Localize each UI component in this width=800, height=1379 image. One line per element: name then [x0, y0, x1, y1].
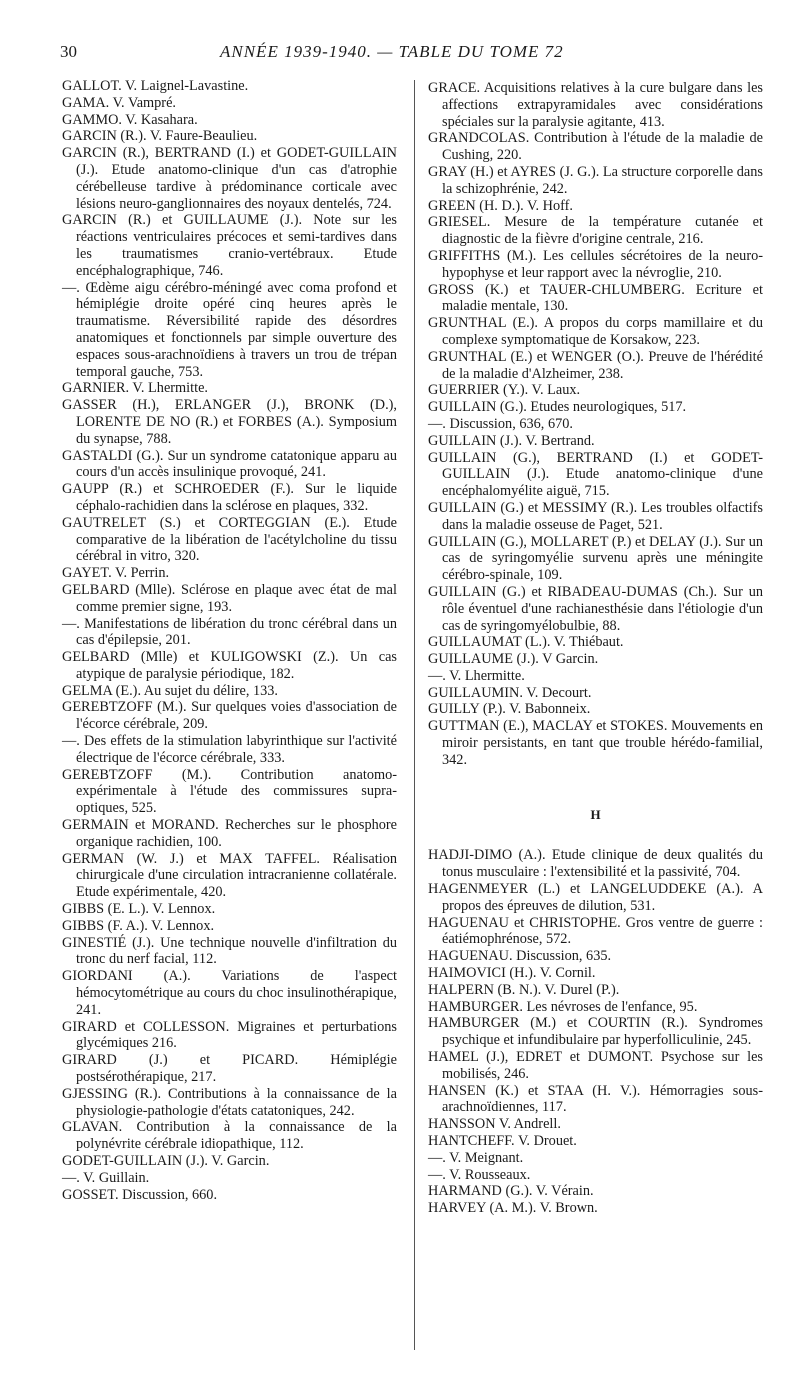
index-entry: GJESSING (R.). Contributions à la connaissance de la physiologie-pathologie d'états catatoniques, 242.: [62, 1085, 397, 1119]
index-entry: GROSS (K.) et TAUER-CHLUMBERG. Ecriture et maladie mentale, 130.: [428, 281, 763, 315]
index-entry: HAMBURGER (M.) et COURTIN (R.). Syndromes psychique et infundibulaire par hyperfolliculinie, 245.: [428, 1015, 763, 1049]
index-entry: GREEN (H. D.). V. Hoff.: [428, 197, 573, 214]
index-entry: HARVEY (A. M.). V. Brown.: [428, 1200, 598, 1217]
index-entry: GARNIER. V. Lhermitte.: [62, 380, 209, 397]
index-entry: GARCIN (R.). V. Faure-Beaulieu.: [62, 128, 258, 145]
index-entry: HADJI-DIMO (A.). Etude clinique de deux qualités du tonus musculaire : l'extensibilité et la passivité, 704.: [428, 847, 763, 881]
index-entry: —. Manifestations de libération du tronc cérébral dans un cas d'épilepsie, 201.: [62, 615, 397, 649]
index-entry: —. Œdème aigu cérébro-méningé avec coma profond et hémiplégie droite opéré cinq heures après le traumatisme. Réversibilité rapide des désordres anatomiques et fonctionnels par simple ouverture des espaces sous-arachnoïdiens à travers un trou de trépan temporal gauche, 753.: [62, 279, 397, 380]
index-entry: GUILLAIN (G.) et MESSIMY (R.). Les troubles olfactifs dans la maladie osseuse de Paget, 521.: [428, 499, 763, 533]
index-entry: GINESTIÉ (J.). Une technique nouvelle d'infiltration du tronc du nerf facial, 112.: [62, 934, 397, 968]
index-entry: GLAVAN. Contribution à la connaissance de la polynévrite cérébrale idiopathique, 112.: [62, 1119, 397, 1153]
index-entry: —. V. Guillain.: [62, 1169, 150, 1186]
index-entry: GELBARD (Mlle) et KULIGOWSKI (Z.). Un cas atypique de paralysie périodique, 182.: [62, 649, 397, 682]
running-title: ANNÉE 1939-1940. — TABLE DU TOME 72: [220, 42, 564, 61]
index-entry: GUILLAIN (G.), BERTRAND (I.) et GODET-GUILLAIN (J.). Etude anatomo-clinique d'une encéphalomyélite aiguë, 715.: [428, 449, 763, 500]
index-entry: GARCIN (R.), BERTRAND (I.) et GODET-GUILLAIN (J.). Etude anatomo-clinique d'un cas d'atrophie cérébelleuse tardive à prédominance corticale avec lésions neuro-ganglionnaires des noyaux dentelés, 724.: [62, 145, 397, 212]
index-entry: GUILLAIN (G.), MOLLARET (P.) et DELAY (J.). Sur un cas de syringomyélie survenu après une méningite cérébro-spinale, 109.: [428, 533, 763, 584]
index-entry: GUERRIER (Y.). V. Laux.: [428, 382, 581, 399]
index-entry: —. Des effets de la stimulation labyrinthique sur l'activité électrique de l'écorce cérébrale, 333.: [62, 733, 397, 766]
page-number: 30: [60, 42, 77, 61]
index-entry: GALLOT. V. Laignel-Lavastine.: [62, 78, 249, 94]
index-entry: GASTALDI (G.). Sur un syndrome catatonique apparu au cours d'un accès insulinique provoqué, 241.: [62, 447, 397, 481]
index-entry: GUILLAIN (G.) et RIBADEAU-DUMAS (Ch.). Sur un rôle éventuel d'une rachianesthésie dans l'étiologie d'un cas de syringomyélobulbie, 88.: [428, 583, 763, 634]
index-entry: HAGUENAU. Discussion, 635.: [428, 948, 612, 965]
index-entry: GRAY (H.) et AYRES (J. G.). La structure corporelle dans la schizophrénie, 242.: [428, 163, 763, 197]
index-entry: —. V. Meignant.: [428, 1149, 524, 1166]
index-entry: GERMAIN et MORAND. Recherches sur le phosphore organique rachidien, 100.: [62, 817, 397, 850]
index-entry: GASSER (H.), ERLANGER (J.), BRONK (D.), LORENTE DE NO (R.) et FORBES (A.). Symposium du synapse, 788.: [62, 397, 397, 447]
index-entry: GRANDCOLAS. Contribution à l'étude de la maladie de Cushing, 220.: [428, 130, 763, 164]
right-column: [428, 80, 763, 1217]
index-entry: GIBBS (F. A.). V. Lennox.: [62, 917, 215, 934]
index-entry: GAYET. V. Perrin.: [62, 565, 170, 582]
index-entry: GEREBTZOFF (M.). Contribution anatomo-expérimentale à l'étude des commissures supra-optiques, 525.: [62, 766, 397, 817]
index-entry: HANTCHEFF. V. Drouet.: [428, 1133, 577, 1150]
index-entry: GRACE. Acquisitions relatives à la cure bulgare dans les affections extrapyramidales avec considérations spéciales sur la paralysie agitante, 413.: [428, 80, 763, 130]
index-entry: GAMMO. V. Kasahara.: [62, 111, 198, 128]
index-entry: GUILLAUMIN. V. Decourt.: [428, 684, 592, 701]
index-entry: GUILLY (P.). V. Babonneix.: [428, 701, 591, 718]
index-entry: GRUNTHAL (E.) et WENGER (O.). Preuve de l'hérédité de la maladie d'Alzheimer, 238.: [428, 348, 763, 382]
index-entry: GARCIN (R.) et GUILLAUME (J.). Note sur les réactions ventriculaires précoces et semi-tardives dans les traumatismes cranio-vertébraux. Etude encéphalographique, 746.: [62, 212, 397, 279]
index-entry: HALPERN (B. N.). V. Durel (P.).: [428, 981, 620, 998]
index-entry: GELBARD (Mlle). Sclérose en plaque avec état de mal comme premier signe, 193.: [62, 581, 397, 615]
page-header: [60, 40, 750, 68]
index-entry: HAGENMEYER (L.) et LANGELUDDEKE (A.). A propos des épreuves de dilution, 531.: [428, 881, 763, 914]
left-column: [62, 78, 397, 1203]
index-entry: —. Discussion, 636, 670.: [428, 415, 573, 432]
index-entry: GUILLAIN (G.). Etudes neurologiques, 517.: [428, 399, 687, 416]
index-entry: HARMAND (G.). V. Vérain.: [428, 1183, 594, 1200]
index-entry: GEREBTZOFF (M.). Sur quelques voies d'association de l'écorce cérébrale, 209.: [62, 699, 397, 733]
right-entries-g: [428, 80, 763, 769]
index-entry: GAUTRELET (S.) et CORTEGGIAN (E.). Etude comparative de la libération de l'acétylcholine du tissu cérébral in vitro, 320.: [62, 514, 397, 565]
index-entry: GERMAN (W. J.) et MAX TAFFEL. Réalisation chirurgicale d'une circulation intracranienne collatérale. Etude expérimentale, 420.: [62, 850, 397, 901]
index-entry: GUILLAUME (J.). V Garcin.: [428, 651, 599, 668]
index-entry: GELMA (E.). Au sujet du délire, 133.: [62, 682, 279, 699]
column-divider: [414, 80, 415, 1350]
index-entry: GAMA. V. Vampré.: [62, 94, 176, 111]
index-entry: GOSSET. Discussion, 660.: [62, 1186, 218, 1203]
index-entry: GIORDANI (A.). Variations de l'aspect hémocytométrique au cours du choc insulinothérapique, 241.: [62, 968, 397, 1018]
index-entry: GRIFFITHS (M.). Les cellules sécrétoires de la neuro-hypophyse et leur rapport avec la névroglie, 210.: [428, 247, 763, 281]
index-entry: HANSEN (K.) et STAA (H. V.). Hémorragies sous-arachnoïdiennes, 117.: [428, 1082, 763, 1116]
index-entry: GRUNTHAL (E.). A propos du corps mamillaire et du complexe symptomatique de Korsakow, 223.: [428, 315, 763, 348]
section-heading: H: [590, 806, 601, 822]
right-entries-h: [428, 847, 763, 1217]
index-entry: GAUPP (R.) et SCHROEDER (F.). Sur le liquide céphalo-rachidien dans la sclérose en plaques, 332.: [62, 481, 397, 514]
index-entry: GRIESEL. Mesure de la température cutanée et diagnostic de la fièvre d'origine centrale, 216.: [428, 214, 763, 248]
index-entry: GIBBS (E. L.). V. Lennox.: [62, 901, 216, 918]
index-entry: —. V. Rousseaux.: [428, 1166, 531, 1183]
index-entry: HANSSON V. Andrell.: [428, 1116, 561, 1133]
index-entry: GODET-GUILLAIN (J.). V. Garcin.: [62, 1153, 270, 1169]
index-entry: GUILLAUMAT (L.). V. Thiébaut.: [428, 634, 624, 651]
index-entry: HAMBURGER. Les névroses de l'enfance, 95.: [428, 998, 698, 1015]
index-entry: HAGUENAU et CHRISTOPHE. Gros ventre de guerre : éatiémophrénose, 572.: [428, 914, 763, 948]
index-entry: GUTTMAN (E.), MACLAY et STOKES. Mouvements en miroir persistants, en tant que trouble hérédo-familial, 342.: [428, 718, 763, 768]
index-entry: GIRARD et COLLESSON. Migraines et perturbations glycémiques 216.: [62, 1018, 397, 1052]
index-entry: HAMEL (J.), EDRET et DUMONT. Psychose sur les mobilisés, 246.: [428, 1049, 763, 1082]
index-entry: HAIMOVICI (H.). V. Cornil.: [428, 965, 596, 982]
index-entry: GIRARD (J.) et PICARD. Hémiplégie postsérothérapique, 217.: [62, 1052, 397, 1086]
index-entry: GUILLAIN (J.). V. Bertrand.: [428, 432, 595, 449]
index-entry: —. V. Lhermitte.: [428, 667, 525, 684]
